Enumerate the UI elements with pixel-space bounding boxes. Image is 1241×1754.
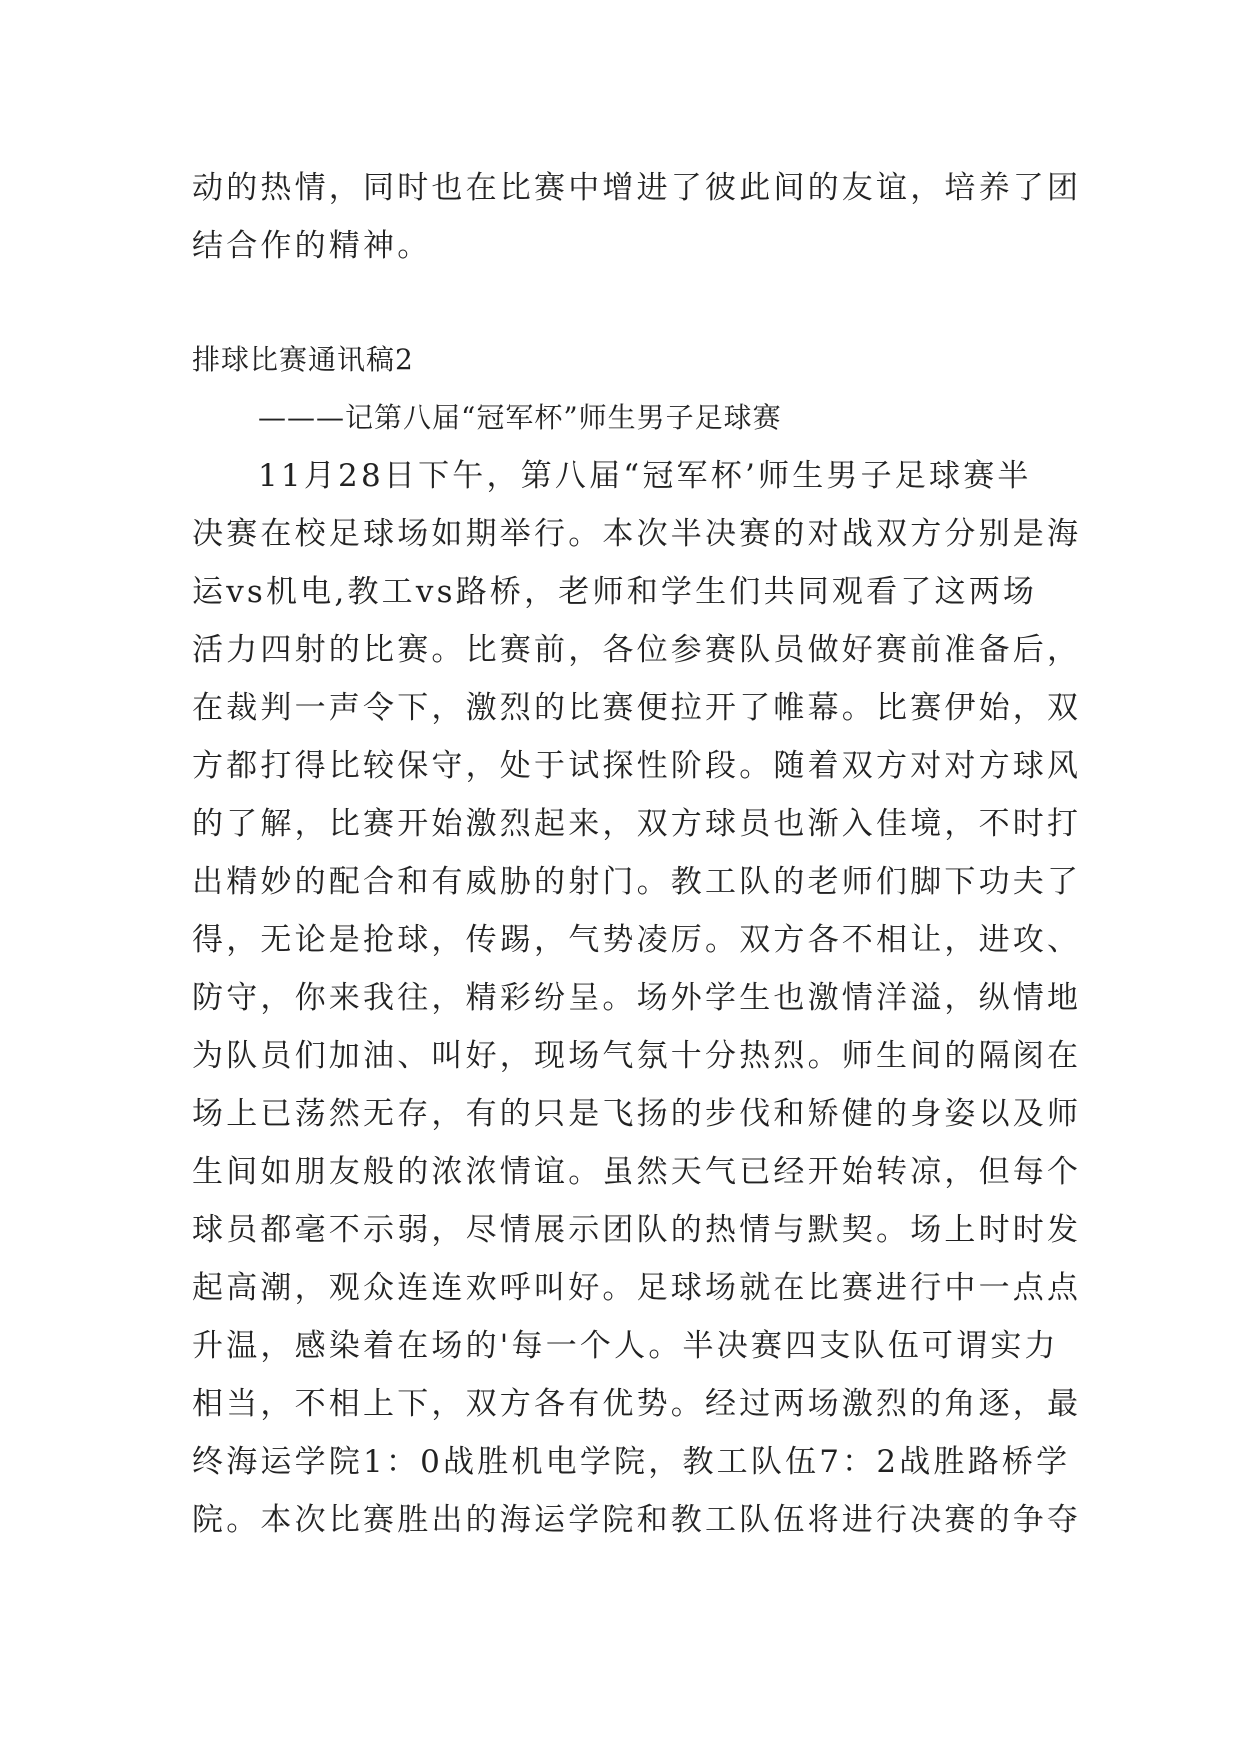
section-title: 排球比赛通讯稿2 bbox=[192, 343, 414, 376]
body-line: 的了解，比赛开始激烈起来，双方球员也渐入佳境，不时打 bbox=[192, 806, 1082, 842]
body-line: 相当，不相上下，双方各有优势。经过两场激烈的角逐，最 bbox=[192, 1386, 1082, 1422]
subtitle: ———记第八届“冠军杯”师生男子足球赛 bbox=[258, 401, 782, 434]
body-line: 活力四射的比赛。比赛前，各位参赛队员做好赛前准备后， bbox=[192, 632, 1082, 668]
body-line: 为队员们加油、叫好，现场气氛十分热烈。师生间的隔阂在 bbox=[192, 1038, 1082, 1074]
body-line: 生间如朋友般的浓浓情谊。虽然天气已经开始转凉，但每个 bbox=[192, 1154, 1082, 1190]
body-line: 球员都毫不示弱，尽情展示团队的热情与默契。场上时时发 bbox=[192, 1212, 1082, 1248]
body-line: 起高潮，观众连连欢呼叫好。足球场就在比赛进行中一点点 bbox=[192, 1270, 1082, 1306]
body-line: 终海运学院1：0战胜机电学院，教工队伍7：2战胜路桥学 bbox=[192, 1444, 1071, 1480]
body-line: 在裁判一声令下，激烈的比赛便拉开了帷幕。比赛伊始，双 bbox=[192, 690, 1082, 726]
prev-paragraph-line: 动的热情，同时也在比赛中增进了彼此间的友谊，培养了团 bbox=[192, 170, 1082, 206]
body-line: 出精妙的配合和有威胁的射门。教工队的老师们脚下功夫了 bbox=[192, 864, 1082, 900]
body-line: 得，无论是抢球，传踢，气势凌厉。双方各不相让，进攻、 bbox=[192, 922, 1082, 958]
body-line: 11月28日下午，第八届“冠军杯’师生男子足球赛半 bbox=[258, 458, 1032, 494]
body-line: 升温，感染着在场的'每一个人。半决赛四支队伍可谓实力 bbox=[192, 1328, 1059, 1364]
body-line: 方都打得比较保守，处于试探性阶段。随着双方对对方球风 bbox=[192, 748, 1082, 784]
body-line: 防守，你来我往，精彩纷呈。场外学生也激情洋溢，纵情地 bbox=[192, 980, 1082, 1016]
prev-paragraph-line: 结合作的精神。 bbox=[192, 228, 432, 264]
body-line: 决赛在校足球场如期举行。本次半决赛的对战双方分别是海 bbox=[192, 516, 1082, 552]
body-line: 院。本次比赛胜出的海运学院和教工队伍将进行决赛的争夺 bbox=[192, 1502, 1082, 1538]
body-line: 场上已荡然无存，有的只是飞扬的步伐和矫健的身姿以及师 bbox=[192, 1096, 1082, 1132]
body-line: 运vs机电,教工vs路桥，老师和学生们共同观看了这两场 bbox=[192, 574, 1038, 610]
